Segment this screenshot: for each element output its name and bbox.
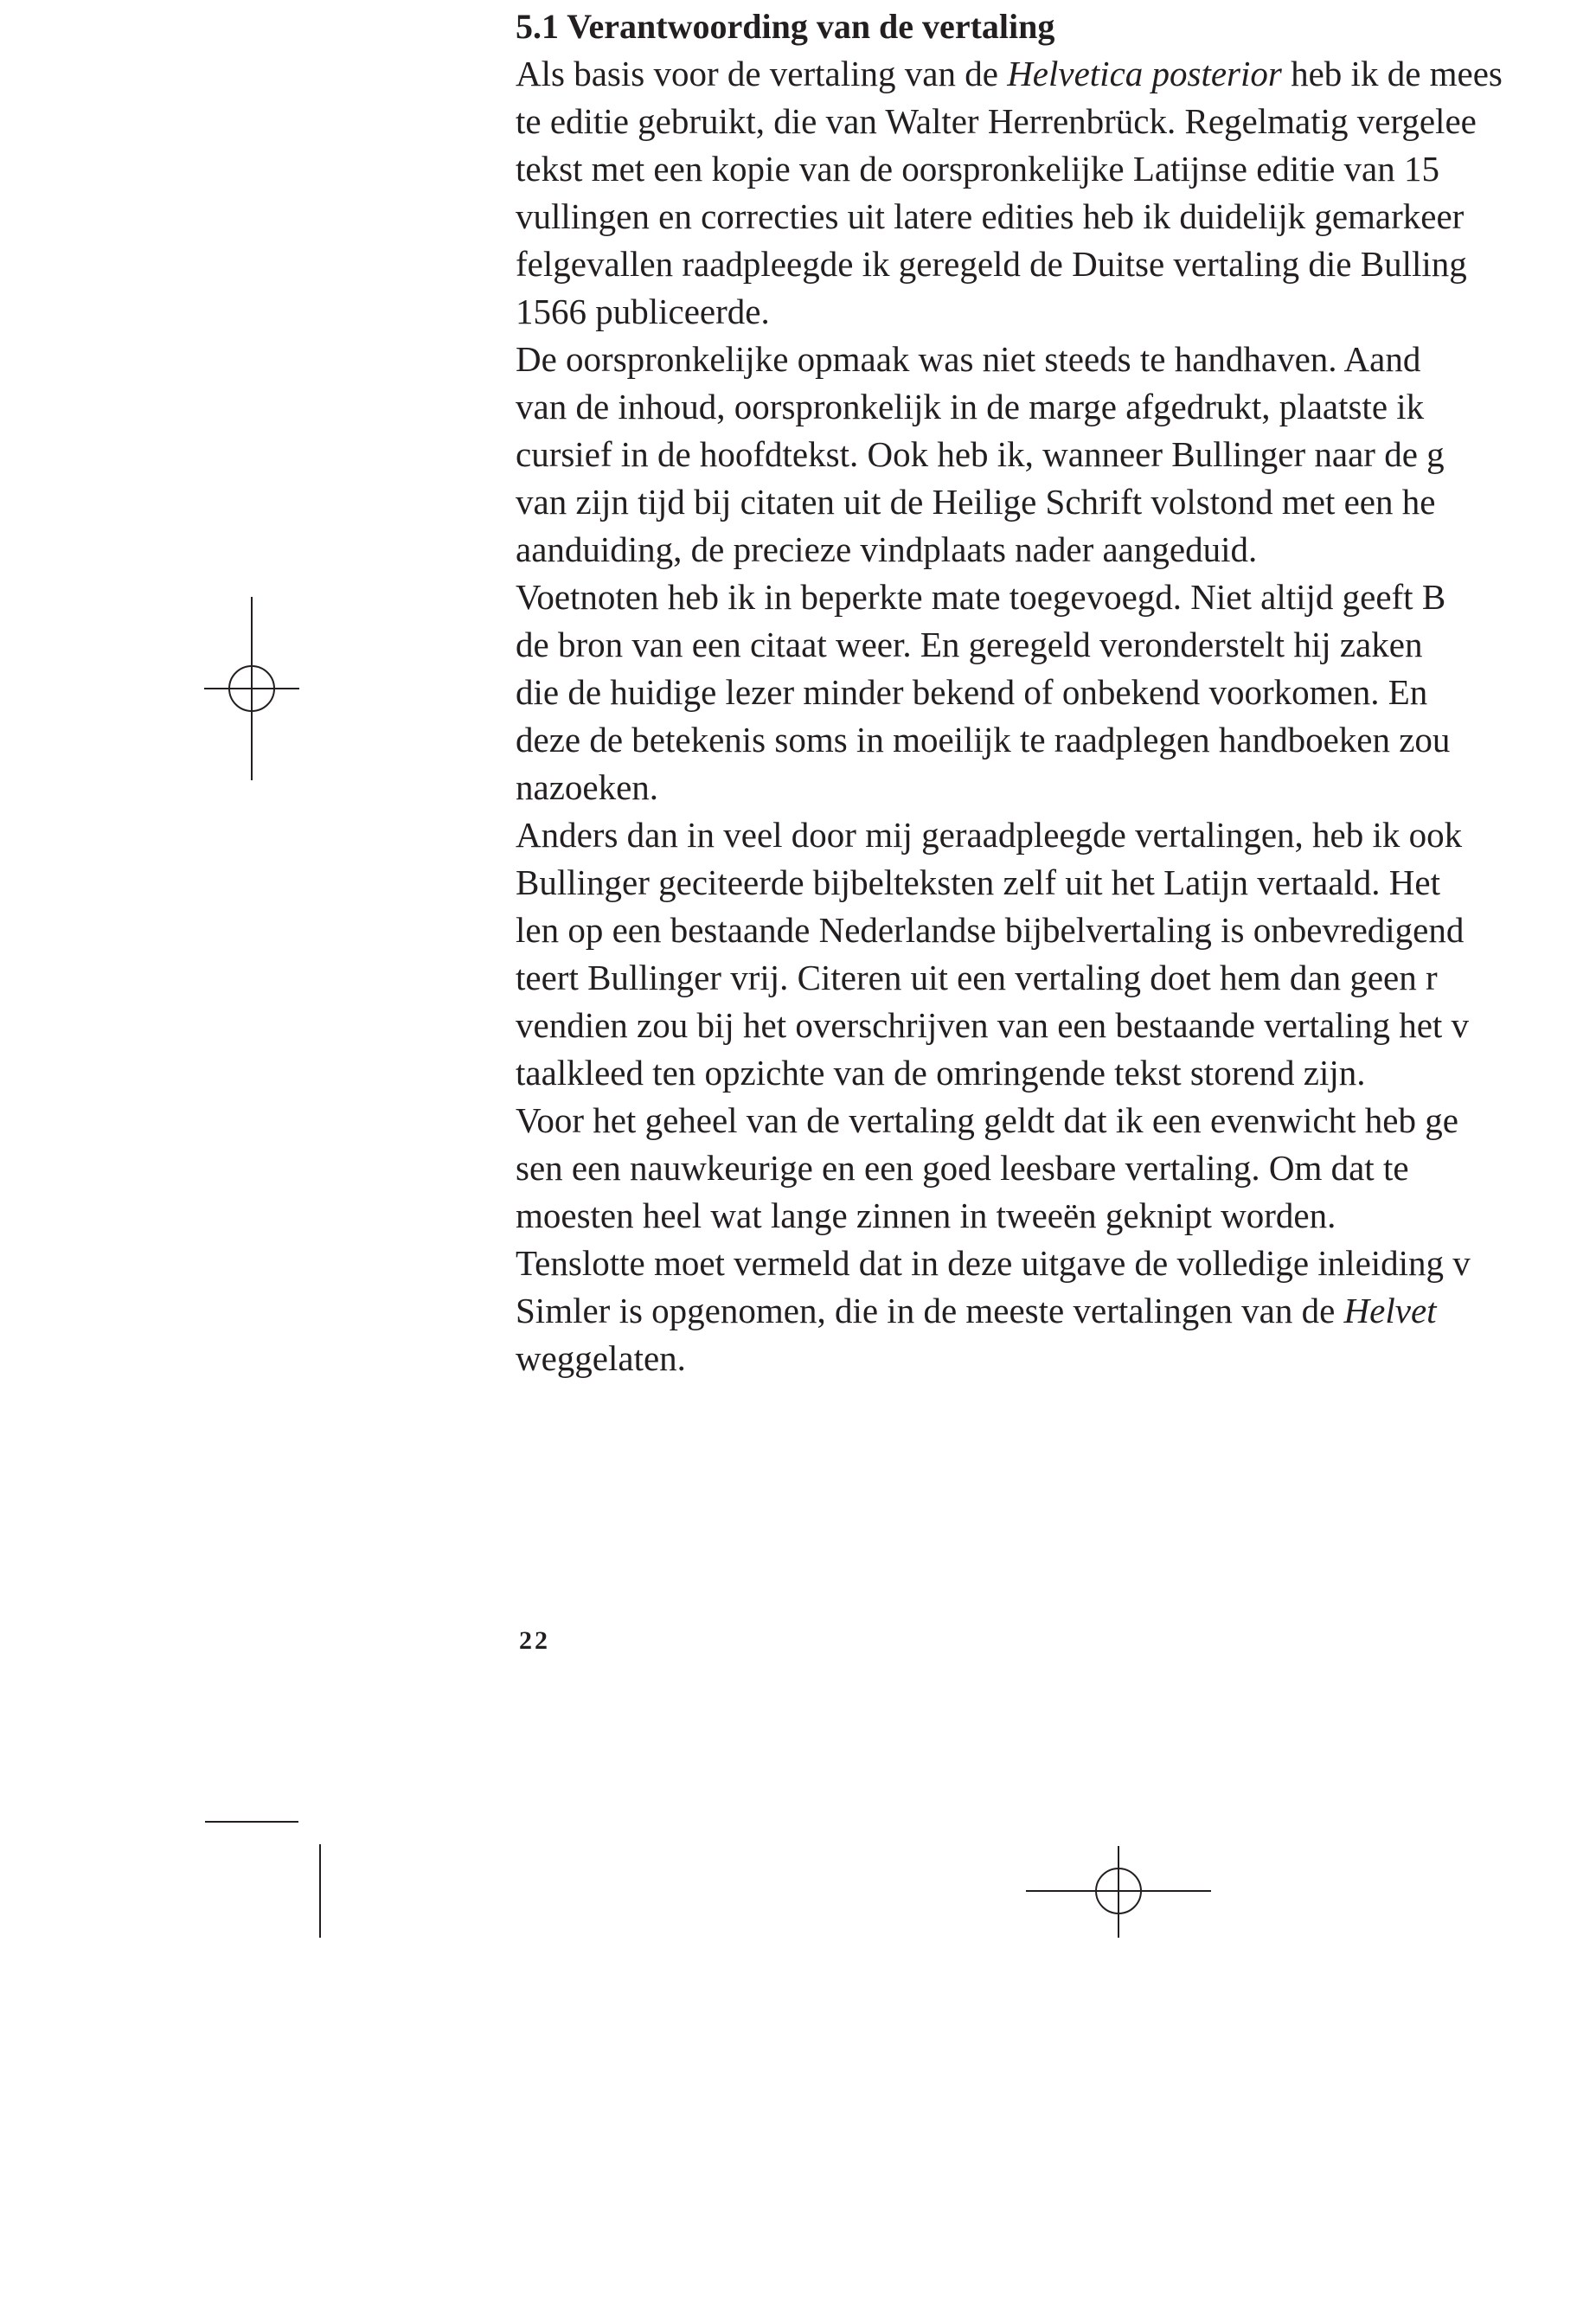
text-line [516, 193, 1596, 240]
text-segment: Anders dan in veel door mij geraadpleegde vertalingen, heb ik ook [516, 815, 1463, 855]
text-segment: cursief in de hoofdtekst. Ook heb ik, wanneer Bullinger naar de g [516, 434, 1445, 474]
text-line [516, 1192, 1596, 1240]
text-line [516, 954, 1596, 1002]
italic-text: Helvetica posterior [1007, 54, 1282, 93]
paragraph [516, 50, 1596, 336]
text-line [516, 811, 1596, 859]
text-line [516, 1097, 1596, 1144]
text-block [516, 0, 1596, 1401]
text-segment: taalkleed ten opzichte van de omringende tekst storend zijn. [516, 1053, 1366, 1093]
text-line [516, 1002, 1596, 1049]
text-line [516, 478, 1596, 526]
paragraph [516, 336, 1596, 574]
text-line [516, 574, 1596, 621]
text-line [516, 240, 1596, 288]
text-segment: de bron van een citaat weer. En geregeld veronderstelt hij zaken [516, 625, 1423, 664]
text-line [516, 383, 1596, 431]
text-line [516, 1240, 1596, 1287]
text-segment: De oorspronkelijke opmaak was niet steeds te handhaven. Aand [516, 339, 1421, 379]
text-segment: Voor het geheel van de vertaling geldt dat ik een evenwicht heb ge [516, 1100, 1458, 1140]
text-line [516, 431, 1596, 478]
text-line [516, 336, 1596, 383]
text-line [516, 526, 1596, 574]
crop-mark-horizontal [205, 1820, 298, 1823]
text-line [516, 98, 1596, 145]
text-segment: Tenslotte moet vermeld dat in deze uitgave de volledige inleiding v [516, 1243, 1471, 1283]
text-segment: sen een nauwkeurige en een goed leesbare vertaling. Om dat te [516, 1148, 1409, 1188]
section-heading: 5.1 Verantwoording van de vertaling [516, 7, 1055, 46]
text-segment: Voetnoten heb ik in beperkte mate toegevoegd. Niet altijd geeft B [516, 577, 1446, 617]
crop-mark-vertical [318, 1844, 322, 1938]
text-line [516, 50, 1596, 98]
text-segment: aanduiding, de precieze vindplaats nader aangeduid. [516, 529, 1258, 569]
text-segment: van de inhoud, oorspronkelijk in de marge afgedrukt, plaatste ik [516, 387, 1425, 426]
text-line [516, 764, 1596, 811]
text-segment: vullingen en correcties uit latere edities heb ik duidelijk gemarkeer [516, 196, 1465, 236]
text-segment: len op een bestaande Nederlandse bijbelvertaling is onbevredigend [516, 910, 1465, 950]
text-segment: Als basis voor de vertaling van de [516, 54, 1008, 93]
text-segment: heb ik de mees [1281, 54, 1503, 93]
paragraph [516, 1240, 1596, 1382]
text-line [516, 907, 1596, 954]
paragraph [516, 811, 1596, 1097]
text-segment: nazoeken. [516, 767, 659, 807]
text-line [516, 1144, 1596, 1192]
text-line [516, 669, 1596, 716]
text-segment: weggelaten. [516, 1338, 686, 1378]
text-segment: van zijn tijd bij citaten uit de Heilige Schrift volstond met een he [516, 482, 1436, 522]
body-text [516, 50, 1596, 1382]
registration-mark-left [204, 597, 299, 780]
text-line [516, 716, 1596, 764]
text-line [516, 1287, 1596, 1335]
paragraph [516, 1097, 1596, 1240]
text-segment: 1566 publiceerde. [516, 292, 770, 331]
text-line [516, 1335, 1596, 1382]
text-segment: die de huidige lezer minder bekend of onbekend voorkomen. En [516, 672, 1428, 712]
text-segment: teert Bullinger vrij. Citeren uit een vertaling doet hem dan geen r [516, 958, 1438, 997]
paragraph [516, 574, 1596, 811]
text-segment: moesten heel wat lange zinnen in tweeën geknipt worden. [516, 1195, 1336, 1235]
text-line [516, 288, 1596, 336]
text-segment: deze de betekenis soms in moeilijk te raadplegen handboeken zou [516, 720, 1451, 760]
text-segment: Simler is opgenomen, die in de meeste vertalingen van de [516, 1291, 1344, 1330]
text-segment: te editie gebruikt, die van Walter Herrenbrück. Regelmatig vergelee [516, 101, 1477, 141]
text-line [516, 1049, 1596, 1097]
text-segment: vendien zou bij het overschrijven van een bestaande vertaling het v [516, 1005, 1470, 1045]
page-number: 22 [519, 1626, 550, 1655]
text-segment: felgevallen raadpleegde ik geregeld de Duitse vertaling die Bulling [516, 244, 1467, 284]
italic-text: Helvet [1343, 1291, 1437, 1330]
text-segment: tekst met een kopie van de oorspronkelijke Latijnse editie van 15 [516, 149, 1439, 189]
text-line [516, 621, 1596, 669]
text-line [516, 859, 1596, 907]
registration-mark-bottom [1026, 1846, 1211, 1938]
text-segment: Bullinger geciteerde bijbelteksten zelf uit het Latijn vertaald. Het [516, 862, 1441, 902]
text-line [516, 145, 1596, 193]
